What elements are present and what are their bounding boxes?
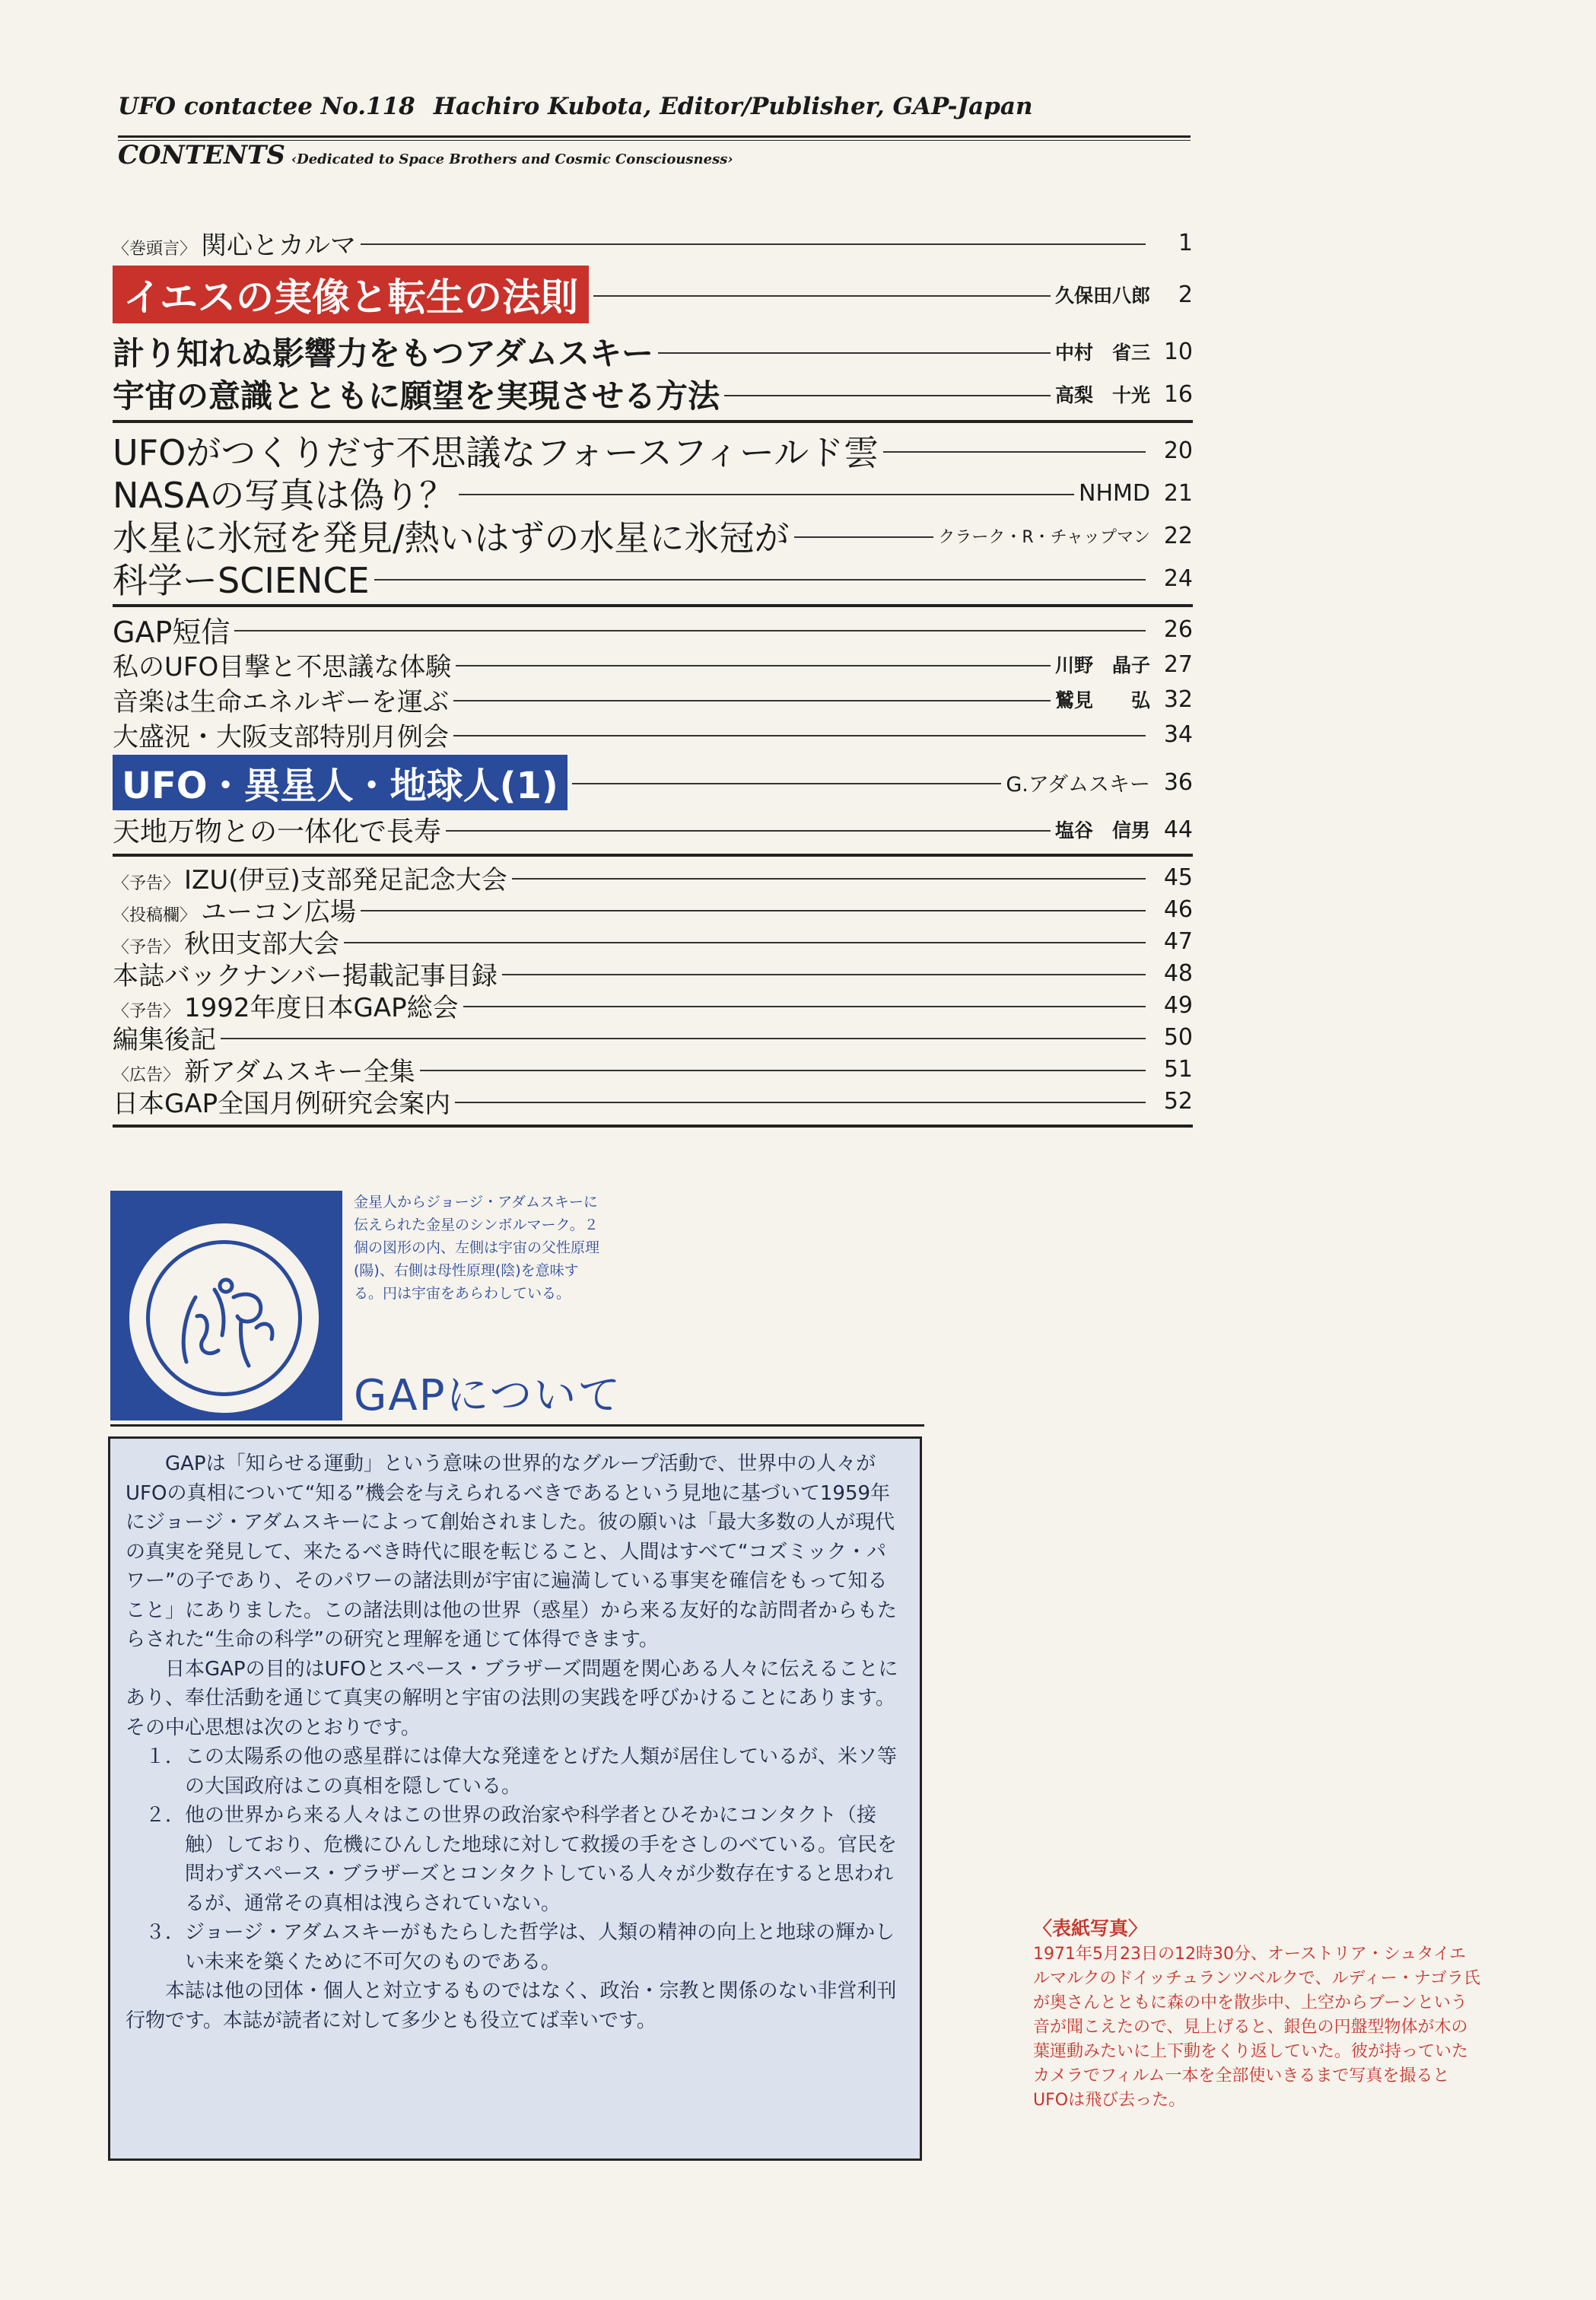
toc-title: イエスの実像と転生の法則 — [113, 266, 589, 323]
gap-paragraph: 日本GAPの目的はUFOとスペース・ブラザーズ問題を関心ある人々に伝えることにあり、奉仕活動を通じて真実の解明と宇宙の法則の実践を呼びかけることにあります。その中心思想は次のとおりです。 — [126, 1657, 898, 1739]
toc-title: 編集後記 — [113, 1024, 216, 1055]
toc-entry[interactable] — [113, 557, 1193, 600]
toc-author: 川野 晶子 — [1054, 654, 1150, 676]
toc-title: GAP短信 — [113, 615, 230, 649]
leader-line — [883, 451, 1146, 453]
gap-list-item: ３．ジョージ・アダムスキーがもたらした哲学は、人類の精神の向上と地球の輝かしい未来を築くために不可欠のものである。 — [145, 1921, 895, 1974]
toc-page: 45 — [1163, 864, 1193, 891]
toc-page: 50 — [1163, 1023, 1193, 1051]
gap-logo-panel — [110, 1191, 342, 1420]
toc-title: 科学ーSCIENCE — [113, 560, 370, 601]
gap-closing: 本誌は他の団体・個人と対立するものではなく、政治・宗教と関係のない非営利刊行物です。本誌が読者に対して多少とも役立てば幸いです。 — [126, 1980, 897, 2032]
leader-line — [374, 579, 1146, 581]
toc-title: 宇宙の意識とともに願望を実現させる方法 — [113, 377, 720, 415]
toc-title: 音楽は生命エネルギーを運ぶ — [113, 686, 449, 717]
toc-title: 1992年度日本GAP総会 — [184, 992, 459, 1023]
leader-line — [463, 1006, 1146, 1007]
toc-page: 47 — [1163, 927, 1193, 955]
toc-title: UFO・異星人・地球人(1) — [113, 755, 568, 810]
toc-author: 久保田八郎 — [1054, 285, 1150, 307]
leader-line — [724, 395, 1051, 396]
toc-entry[interactable] — [113, 612, 1193, 647]
toc-author: クラーク・R・チャップマン — [938, 527, 1150, 547]
toc-title: 秋田支部大会 — [184, 928, 340, 959]
toc-entry[interactable] — [113, 647, 1193, 682]
gap-about-box — [108, 1436, 922, 2161]
toc-author: 高梨 十光 — [1054, 384, 1150, 406]
toc-entry[interactable] — [113, 472, 1193, 514]
venus-symbol-icon — [150, 1244, 306, 1400]
toc-tag: 〈投稿欄〉 — [113, 905, 197, 925]
leader-line — [512, 878, 1146, 880]
toc-title: 天地万物との一体化で長寿 — [113, 816, 442, 848]
leader-line — [420, 1070, 1146, 1071]
toc-entry[interactable] — [113, 811, 1193, 848]
gap-list-item: １．この太陽系の他の惑星群には偉大な発達をとげた人類が居住しているが、米ソ等の大国政府はこの真相を隠している。 — [145, 1745, 898, 1798]
toc-page: 27 — [1163, 651, 1193, 678]
toc-bottom-rule — [113, 1125, 1193, 1128]
toc-page: 1 — [1178, 229, 1193, 256]
gap-paragraph: GAPは「知らせる運動」という意味の世界的なグループ活動で、世界中の人々がUFOの真相について“知る”機会を与えられるべきであるという見地に基づいて1959年にジョージ・アダムスキーによって創始されました。彼の願いは「最大多数の人が現代の真実を発見して、来たるべき時代に眼を転じること、人間はすべて“コズミック・パワー”の子であり、そのパワーの諸法則が宇宙に遍満している事実を確信をもって知ること」にありました。この諸法則は他の世界（惑星）から来る友好的な訪問者からもたらされた“生命の科学”の研究と理解を通じて体得できます。 — [126, 1452, 898, 1651]
gap-section-title: GAPについて — [354, 1371, 622, 1420]
toc-tag: 〈予告〉 — [113, 937, 180, 957]
toc-page: 49 — [1163, 991, 1193, 1019]
toc-entry[interactable] — [113, 957, 1193, 989]
cover-photo-caption: 1971年5月23日の12時30分、オーストリア・シュタイエルマルクのドイッチュランツベルクで、ルディー・ナゴラ氏が奥さんとともに森の中を散歩中、上空からブーンという音が聞こえたので、見上げると、銀色の円盤型物体が木の葉運動みたいに上下動をくり返していた。彼が持っていたカメラでフィルム一本を全部使いきるまで写真を撮るとUFOは飛び去った。 — [1033, 1945, 1480, 2110]
toc-entry[interactable] — [113, 429, 1193, 472]
toc-title: 関心とカルマ — [201, 230, 357, 261]
leader-line — [658, 352, 1051, 354]
toc-entry[interactable] — [113, 989, 1193, 1021]
toc-author: 中村 省三 — [1054, 342, 1150, 364]
gap-title-rule — [110, 1424, 924, 1427]
toc-page: 36 — [1163, 768, 1193, 796]
toc-entry[interactable] — [113, 514, 1193, 557]
leader-line — [455, 1102, 1146, 1103]
toc-entry[interactable] — [113, 682, 1193, 717]
toc-entry[interactable] — [113, 717, 1193, 752]
venus-symbol-logo — [127, 1221, 321, 1415]
toc-tag: 〈予告〉 — [113, 1001, 180, 1021]
toc-page: 22 — [1163, 522, 1193, 549]
contents-label: CONTENTS — [118, 140, 285, 170]
leader-line — [453, 700, 1051, 701]
toc-author: G.アダムスキー — [1006, 772, 1150, 797]
toc-page: 20 — [1163, 437, 1193, 464]
logo-caption: 金星人からジョージ・アダムスキーに伝えられた金星のシンボルマーク。２個の図形の内、左側は宇宙の父性原理(陽)、右側は母性原理(陰)を意味する。円は宇宙をあらわしている。 — [354, 1194, 600, 1302]
toc-entry[interactable] — [113, 332, 1193, 371]
toc-title: 私のUFO目撃と不思議な体験 — [113, 651, 452, 682]
toc-page: 16 — [1163, 380, 1193, 408]
toc-entry-feature[interactable] — [113, 265, 1193, 324]
leader-line — [446, 830, 1051, 832]
gap-list-item: ２．他の世界から来る人々はこの世界の政治家や科学者とひそかにコンタクト（接触）しており、危機にひんした地球に対して救援の手をさしのべている。官民を問わずスペース・ブラザーズとコンタクトしている人々が少数存在すると思われるが、通常その真相は洩らされていない。 — [145, 1804, 898, 1915]
toc-tag: 〈巻頭言〉 — [113, 239, 197, 259]
leader-line — [502, 974, 1146, 975]
section-divider — [113, 604, 1193, 607]
toc-page: 51 — [1163, 1055, 1193, 1083]
toc-entry[interactable] — [113, 1085, 1193, 1117]
toc-entry[interactable] — [113, 893, 1193, 925]
toc-page: 46 — [1163, 896, 1193, 923]
leader-line — [221, 1038, 1146, 1039]
cover-photo-heading: 〈表紙写真〉 — [1033, 1917, 1148, 1939]
toc-entry[interactable] — [113, 925, 1193, 957]
leader-line — [593, 295, 1051, 297]
toc-page: 10 — [1163, 338, 1193, 365]
toc-title: ユーコン広場 — [201, 896, 357, 927]
toc-title: 日本GAP全国月例研究会案内 — [113, 1088, 451, 1119]
toc-page: 48 — [1163, 959, 1193, 987]
leader-line — [361, 910, 1146, 911]
leader-line — [456, 665, 1051, 666]
toc-title: 本誌バックナンバー掲載記事目録 — [113, 960, 498, 991]
section-divider — [113, 854, 1193, 857]
toc-entry-feature[interactable] — [113, 758, 1193, 806]
toc-page: 24 — [1163, 565, 1193, 592]
toc-entry[interactable] — [113, 225, 1193, 260]
leader-line — [794, 536, 934, 538]
issue-title: UFO contactee No.118 — [118, 93, 415, 120]
toc-page: 34 — [1163, 721, 1193, 748]
toc-entry[interactable] — [113, 861, 1193, 896]
toc-page: 21 — [1163, 479, 1193, 507]
toc-title: NASAの写真は偽り？ — [113, 475, 455, 516]
toc-entry[interactable] — [113, 374, 1193, 414]
toc-title: 計り知れぬ影響力をもつアダムスキー — [113, 335, 654, 372]
leader-line — [234, 630, 1146, 631]
toc-page: 26 — [1163, 616, 1193, 643]
leader-line — [572, 783, 1002, 784]
dedication: ‹Dedicated to Space Brothers and Cosmic Consciousness› — [291, 151, 733, 167]
toc-title: UFOがつくりだす不思議なフォースフィールド雲 — [113, 432, 879, 473]
toc-title: IZU(伊豆)支部発足記念大会 — [184, 864, 507, 896]
toc-title: 新アダムスキー全集 — [184, 1056, 415, 1087]
leader-line — [344, 942, 1146, 943]
toc-page: 44 — [1163, 816, 1193, 843]
contents-heading — [118, 140, 733, 170]
toc-author: NHMD — [1079, 479, 1150, 507]
toc-page: 32 — [1163, 686, 1193, 713]
leader-line — [361, 243, 1146, 245]
toc-tag: 〈予告〉 — [113, 873, 180, 893]
toc-page: 52 — [1163, 1087, 1193, 1115]
leader-line — [459, 494, 1074, 495]
toc-page: 2 — [1178, 281, 1193, 308]
masthead — [118, 93, 1191, 120]
section-divider — [113, 420, 1193, 423]
toc-author: 鷲見 弘 — [1054, 689, 1150, 711]
toc-title: 水星に氷冠を発見/熱いはずの水星に氷冠が — [113, 517, 790, 558]
toc-author: 塩谷 信男 — [1054, 819, 1150, 841]
editor-credit: Hachiro Kubota, Editor/Publisher, GAP-Japan — [433, 93, 1033, 120]
toc-tag: 〈広告〉 — [113, 1065, 180, 1085]
toc-title: 大盛況・大阪支部特別月例会 — [113, 721, 449, 752]
toc-entry[interactable] — [113, 1053, 1193, 1085]
toc-entry[interactable] — [113, 1021, 1193, 1053]
leader-line — [453, 735, 1146, 736]
